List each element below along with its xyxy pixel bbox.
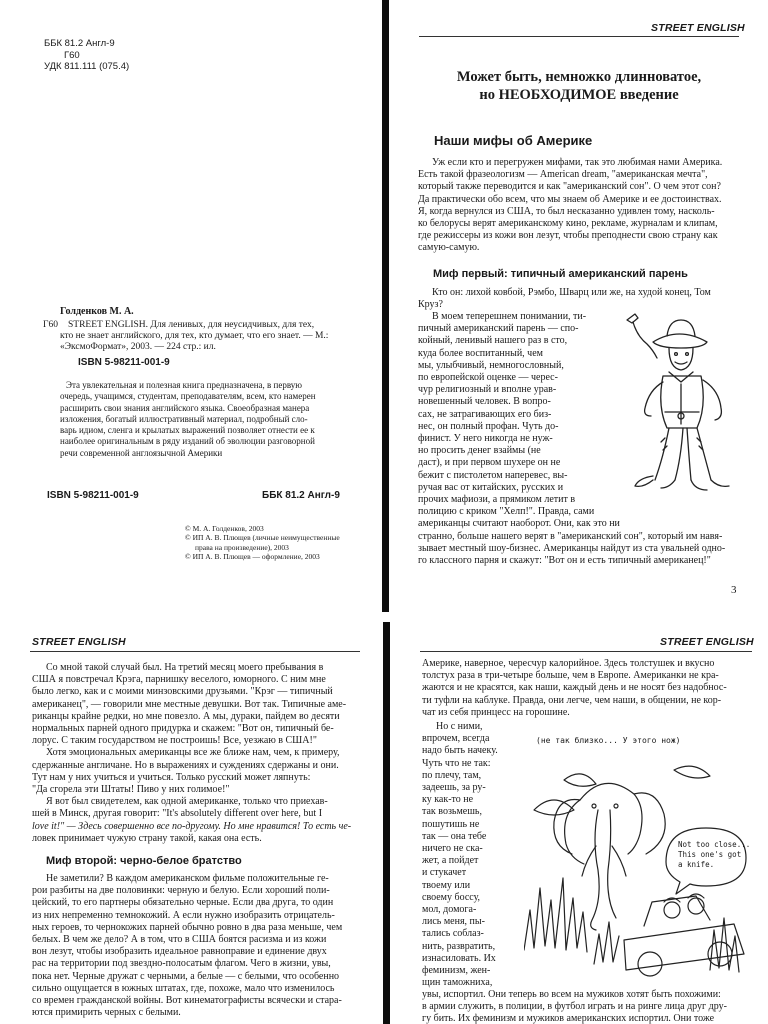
text-line: нес, он полный профан. Чуть до- bbox=[418, 420, 559, 432]
text-line: рас на территории под звездно-полосатым флагом. Чего в жизни, увы, bbox=[32, 958, 331, 970]
page-spine-divider bbox=[383, 622, 390, 1024]
catalog-codes bbox=[44, 38, 129, 73]
text-line: лись меня, пы- bbox=[422, 916, 485, 928]
page-copyright bbox=[0, 0, 382, 610]
header-rule bbox=[30, 651, 360, 652]
page-number: 3 bbox=[731, 584, 737, 596]
text-line: где режиссеры из кожи вон лезут, чтобы преподнести свою страну как bbox=[418, 230, 718, 242]
speech-bubble-text bbox=[678, 840, 750, 870]
text-line: пошутишь не bbox=[422, 818, 480, 830]
text-line: пока нет. Черные дружат с черными, а белые — с белыми, что особенно bbox=[32, 970, 340, 982]
author-heading: Голденков М. А. bbox=[60, 306, 134, 317]
record-line: «ЭксмоФормат», 2003. — 224 стр.: ил. bbox=[60, 342, 216, 352]
text-line: сдержанные англичане. Но в выражениях и суждениях сдержаны и они. bbox=[32, 759, 339, 771]
text-line: финист. У него никогда не нуж- bbox=[418, 433, 553, 445]
page-4 bbox=[0, 624, 382, 1024]
continuation-paragraph bbox=[422, 658, 748, 719]
text-line: мы, улыбчивый, немногословный, bbox=[418, 359, 564, 371]
running-head: STREET ENGLISH bbox=[660, 636, 754, 648]
annotation-line: речи современной англоязычной Америки bbox=[60, 447, 223, 458]
text-line: своему боссу, bbox=[422, 891, 481, 903]
running-head: STREET ENGLISH bbox=[32, 636, 126, 648]
chapter-title bbox=[419, 68, 739, 104]
text-line: бежит с пистолетом наперевес, вы- bbox=[418, 469, 568, 481]
text-line: феминизм, жен- bbox=[422, 965, 491, 977]
myth-2-heading: Миф второй: черно-белое братство bbox=[46, 855, 242, 867]
text-line: надо быть начеку. bbox=[422, 745, 498, 757]
annotation-line: Эта увлекательная и полезная книга предназначена, в первую bbox=[66, 380, 303, 390]
text-line: по плечу, там, bbox=[422, 769, 482, 781]
narrow-column bbox=[422, 721, 518, 989]
text-line: но просить денег взаймы (не bbox=[418, 445, 541, 457]
title-line: Может быть, немножко длинноватое, bbox=[456, 69, 702, 85]
myth-1-heading: Миф первый: типичный американский парень bbox=[433, 268, 688, 280]
copyright-line: © ИП А. В. Плющев — оформление, 2003 bbox=[185, 552, 320, 562]
text-line: щин таможниха, bbox=[422, 977, 493, 989]
text-line: задеешь, за ру- bbox=[422, 782, 486, 794]
bubble-line: a knife. bbox=[678, 860, 715, 869]
text-line: со времен гражданской войны. Вот кинематографисты всячески и стара- bbox=[32, 995, 342, 1007]
text-line: ных героев, то чернокожих парней обычно ровно в два раза меньше, чем bbox=[32, 921, 343, 933]
section-heading: Наши мифы об Америке bbox=[434, 133, 593, 148]
typical-guy-column bbox=[418, 311, 633, 531]
text-line: сильно ощущается в южных штатах, где, похоже, мало что изменилось bbox=[32, 982, 335, 994]
text-line: американец", — говорили мне местные девушки. Вот так. Типичные аме- bbox=[32, 698, 347, 710]
black-white-paragraph bbox=[32, 873, 358, 1019]
text-line: Я вот был свидетелем, как одной американке, только что приехав- bbox=[46, 796, 328, 808]
text-line: жаются и не красятся, как наши, каждый день и не носят без надобнос- bbox=[422, 682, 727, 694]
running-head: STREET ENGLISH bbox=[651, 22, 745, 34]
catalog-line: Г60 bbox=[64, 49, 80, 61]
text-line: Уж если кто и перегружен мифами, так это любимая нами Америка. bbox=[432, 157, 723, 168]
copyright-line: © М. А. Голденков, 2003 bbox=[185, 524, 264, 533]
text-line: твоему или bbox=[422, 879, 471, 891]
text-line: впрочем, всегда bbox=[422, 733, 490, 745]
text-line: Тут нам у них учиться и учиться. Только русский может ляпнуть: bbox=[32, 771, 311, 783]
catalog-line: ББК 81.2 Англ-9 bbox=[44, 38, 115, 49]
text-line: так — она тебе bbox=[422, 830, 487, 842]
text-line: ручая вас от китайских, русских и bbox=[418, 481, 564, 493]
text-line: зывает местный шоу-бизнес. Американцы найдут из ста увальней одно- bbox=[418, 543, 726, 555]
header-rule bbox=[419, 36, 739, 37]
text-line: В моем теперешнем понимании, ти- bbox=[432, 311, 587, 322]
text-line: из них непременно темнокожий. А если нужно изобразить отрицатель- bbox=[32, 909, 335, 921]
text-line: Круз? bbox=[418, 299, 443, 311]
text-line: изнасиловать. Их bbox=[422, 952, 496, 964]
text-line: тались соблаз- bbox=[422, 928, 484, 940]
text-line: риканцы крайне редки, но мне повезло. А мы, дураки, пайдем во десяти bbox=[32, 710, 340, 722]
text-line: нить, развратить, bbox=[422, 940, 496, 952]
text-line: Не заметили? В каждом американском фильме положительные ге- bbox=[46, 873, 329, 884]
page-spine-divider bbox=[382, 0, 389, 612]
catalog-line: УДК 811.111 (075.4) bbox=[44, 61, 130, 72]
copyright-line: права на произведение), 2003 bbox=[195, 542, 289, 552]
copyright-line: © ИП А. В. Плющев (личные неимущественные bbox=[185, 533, 340, 543]
text-line: рои разбиты на две половинки: черную и белую. Если хороший поли- bbox=[32, 885, 330, 897]
text-line: который также переводится и как "американский сон". О чем этот сон? bbox=[418, 181, 721, 193]
cowboy-illustration bbox=[617, 306, 747, 506]
text-line: шей в Минск, другая говорит: "It's absolutely different over here, but I bbox=[32, 808, 323, 820]
title-line: но НЕОБХОДИМОЕ введение bbox=[479, 87, 679, 103]
text-line: цейский, то его партнеры обязательно черные. Если два друга, то один bbox=[32, 897, 334, 909]
text-line: койный, ленивый нашего раз в сто, bbox=[418, 335, 568, 347]
text-line: гу бить. Их феминизм и мужиков американских испортил. Они тоже bbox=[422, 1013, 715, 1024]
text-line: вон лезут, чтобы изобразить идеальное равноправие и единение двух bbox=[32, 946, 327, 958]
annotation-line: очередь, учащимся, студентам, преподавателям, всем, кто намерен bbox=[60, 391, 316, 402]
record-line: кто не знает английского, для тех, кто думает, что его знает. — М.: bbox=[60, 331, 329, 341]
text-line: го классного парня и скажут: "Вот он и есть типичный американец!" bbox=[418, 555, 711, 567]
text-line: "Да сгорела эти Штаты! Пиво у них голимое!" bbox=[32, 784, 230, 796]
text-line: белых. В чем же дело? А в том, что в США боятся расизма и из кожи bbox=[32, 934, 327, 946]
text-line: Я, когда вернулся из США, то был несказанно удивлен тому, насколь- bbox=[418, 205, 715, 217]
text-line: мол, домога- bbox=[422, 904, 477, 916]
speech-caption-top: (не так близко... У этого нож) bbox=[536, 736, 681, 745]
bubble-line: This one's got bbox=[678, 850, 742, 859]
text-line: пичный американский парень — спо- bbox=[418, 323, 579, 335]
header-rule bbox=[420, 651, 752, 652]
text-line: самую-самую. bbox=[418, 242, 480, 254]
text-line: даст), и при первом шухере он не bbox=[418, 457, 561, 469]
text-line: Со мной такой случай был. На третий месяц моего пребывания в bbox=[46, 662, 324, 673]
text-line: нормальных парней одного придурка и скажем: "Вот он, типичный бе- bbox=[32, 723, 334, 735]
text-line: куда более воспитанный, чем bbox=[418, 347, 543, 359]
craig-story bbox=[32, 662, 358, 845]
text-line: американцы считают наоборот. Они, как это ни bbox=[418, 518, 620, 530]
text-line: прочих мафиози, а прямиком летит в bbox=[418, 494, 576, 506]
text-line: лорус. С таким государством не построишь! Все, уезжаю в США!" bbox=[32, 735, 317, 747]
intro-paragraph bbox=[418, 157, 742, 255]
text-line: ничего не ска- bbox=[422, 843, 483, 855]
text-line: полицию с криком "Хелп!". Правда, сами bbox=[418, 506, 595, 518]
isbn-bottom: ISBN 5-98211-001-9 bbox=[47, 490, 139, 501]
annotation-line: расширить свои знания английского языка. Своеобразная манера bbox=[60, 402, 310, 413]
isbn-top: ISBN 5-98211-001-9 bbox=[78, 357, 170, 368]
text-line: по европейской оценке — черес- bbox=[418, 372, 558, 384]
annotation-line: изложения, богатый иллюстративный материал, подробный сло- bbox=[60, 413, 308, 424]
text-line: жет, а пойдет bbox=[422, 855, 479, 867]
bubble-line: Not too close... bbox=[678, 840, 751, 849]
bibliographic-record bbox=[60, 320, 370, 353]
text-line: Есть такой фразеологизм — American dream, "американская мечта", bbox=[418, 169, 708, 181]
annotation bbox=[60, 380, 370, 459]
text-line: Хотя эмоциональных американцы все же ближе нам, чем, к примеру, bbox=[46, 747, 340, 759]
text-line: США я повстречал Крэга, парнишку веселого, юморного. С ним мне bbox=[32, 674, 326, 686]
annotation-line: варь идиом, сленга и крылатых выражений позволяет отнести ее к bbox=[60, 425, 315, 436]
text-line: странно, больше нашего верят в "американский сон", который им навя- bbox=[418, 531, 723, 542]
text-line: Чуть что не так: bbox=[422, 757, 491, 769]
text-line: ти туфли на каблуке. Правда, они легче, чем наши, в общении, не кор- bbox=[422, 694, 722, 706]
text-line: Но с ними, bbox=[436, 721, 483, 732]
page-3 bbox=[389, 0, 768, 610]
copyright-block bbox=[185, 524, 340, 562]
text-line: Америке, наверное, чересчур калорийное. Здесь толстушек и вкусно bbox=[422, 658, 715, 669]
text-line: увы, испортил. Они теперь во всем на мужиков хотят быть похожими: bbox=[422, 989, 721, 1000]
feminism-paragraph bbox=[422, 989, 748, 1024]
text-line: ются примирить черных с белыми. bbox=[32, 1007, 181, 1019]
text-line: ловек принимает чужую страну такой, какая она есть. bbox=[32, 832, 262, 844]
text-line: чур религиозный и вполне урав- bbox=[418, 384, 557, 396]
bbk-bottom: ББК 81.2 Англ-9 bbox=[262, 490, 340, 501]
text-line: ко белорусы верят американскому кино, рекламе, журналам и клипам, bbox=[418, 218, 718, 230]
text-line: так возьмешь, bbox=[422, 806, 482, 818]
text-line: было легко, как и с моими минзовскими друзьями. "Крэг — типичный bbox=[32, 686, 333, 698]
text-line: сах, не затрагивающих его биз- bbox=[418, 408, 552, 420]
text-line: толстух раза в три-четыре больше, чем в Европе. Американки не кра- bbox=[422, 670, 719, 682]
text-line: и стукачет bbox=[422, 867, 467, 879]
text-line: новешенный человек. В вопро- bbox=[418, 396, 551, 408]
text-line: чат из себя принцесс на горошине. bbox=[422, 706, 570, 718]
closing-lines bbox=[418, 531, 742, 568]
text-line: в армии служить, в полиции, в футбол играть и на ринге лица друг дру- bbox=[422, 1001, 727, 1013]
record-line: STREET ENGLISH. Для ленивых, для неусидчивых, для тех, bbox=[68, 320, 315, 330]
text-line: Кто он: лихой ковбой, Рэмбо, Шварц или же, на худой конец, Том bbox=[432, 287, 711, 298]
text-line: love it!" — Здесь совершенно все по-другому. Но мне нравится! То есть че- bbox=[32, 820, 352, 832]
annotation-line: наиболее оригинальным в ряду изданий об эволюции разговорной bbox=[60, 436, 315, 447]
text-line: ку как-то не bbox=[422, 794, 474, 806]
page-5 bbox=[390, 624, 768, 1024]
record-tag: Г60 bbox=[43, 320, 58, 330]
text-line: Да практически обо всем, что мы знаем об Америке и ее достоинствах. bbox=[418, 193, 722, 205]
